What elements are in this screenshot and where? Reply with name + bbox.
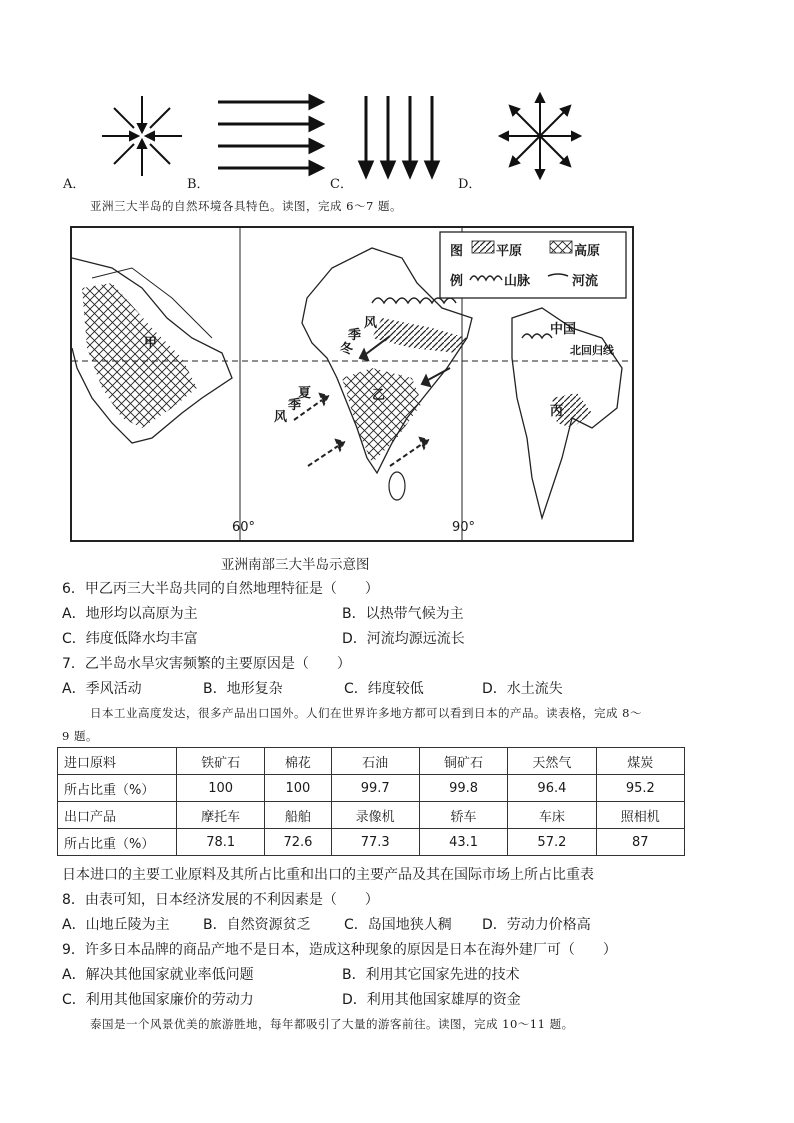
table-cell: 煤炭 xyxy=(596,748,684,775)
option-d-label: D． xyxy=(458,177,482,192)
option-a-label: A． xyxy=(63,177,86,192)
question-6-option-c[interactable]: C．纬度低降水均丰富 xyxy=(62,631,198,647)
legend-mountain-label: 山脉 xyxy=(504,274,531,289)
ratio-header-cell: 所占比重（%） xyxy=(58,775,177,802)
table-cell: 船舶 xyxy=(265,802,331,829)
table-cell: 96.4 xyxy=(508,775,596,802)
table-cell: 天然气 xyxy=(508,748,596,775)
peninsula-jia-label: 甲 xyxy=(144,336,158,351)
question-8-option-c[interactable]: C．岛国地狭人稠 xyxy=(344,917,452,933)
table-cell: 铜矿石 xyxy=(419,748,507,775)
table-row xyxy=(58,775,685,802)
summer-monsoon-xia: 夏 xyxy=(298,386,312,401)
peninsula-yi-label: 乙 xyxy=(372,388,386,403)
longitude-60-label: 60° xyxy=(232,520,256,535)
peninsula-bing-label: 丙 xyxy=(550,404,564,419)
table-cell: 57.2 xyxy=(508,829,596,856)
question-8-option-d[interactable]: D．劳动力价格高 xyxy=(482,917,591,933)
table-caption: 日本进口的主要工业原料及其所占比重和出口的主要产品及其在国际市场上所占比重表 xyxy=(62,867,594,883)
legend-plain-label: 平原 xyxy=(496,244,523,259)
question-8-stem: 8．由表可知，日本经济发展的不利因素是（ ） xyxy=(62,892,379,908)
question-8-option-a[interactable]: A．山地丘陵为主 xyxy=(62,917,170,933)
option-c-southward-arrows-icon xyxy=(360,96,438,176)
question-7-option-b[interactable]: B．地形复杂 xyxy=(203,681,283,697)
intro-questions-10-11: 泰国是一个风景优美的旅游胜地，每年都吸引了大量的游客前往。读图，完成 10～11 题。 xyxy=(90,1017,574,1031)
table-cell: 轿车 xyxy=(419,802,507,829)
question-9-option-d[interactable]: D．利用其他国家雄厚的资金 xyxy=(342,992,521,1008)
table-cell: 43.1 xyxy=(419,829,507,856)
legend-plateau-label: 高原 xyxy=(574,244,601,259)
tropic-of-cancer-label: 北回归线 xyxy=(570,344,614,357)
table-cell: 棉花 xyxy=(265,748,331,775)
table-row xyxy=(58,829,685,856)
table-cell: 99.7 xyxy=(331,775,419,802)
question-7-option-c[interactable]: C．纬度较低 xyxy=(344,681,424,697)
intro-questions-8-9-line1: 日本工业高度发达，很多产品出口国外。人们在世界许多地方都可以看到日本的产品。读表格，完成 8～ xyxy=(90,706,642,720)
question-7-option-d[interactable]: D．水土流失 xyxy=(482,681,563,697)
table-row xyxy=(58,748,685,775)
option-a-converging-arrows-icon xyxy=(102,96,182,176)
option-c-label: C． xyxy=(330,177,353,192)
import-header-cell: 进口原料 xyxy=(58,748,177,775)
map-caption: 亚洲南部三大半岛示意图 xyxy=(221,557,370,573)
table-cell: 摩托车 xyxy=(177,802,265,829)
export-header-cell: 出口产品 xyxy=(58,802,177,829)
table-cell: 78.1 xyxy=(177,829,265,856)
question-8-option-b[interactable]: B．自然资源贫乏 xyxy=(203,917,311,933)
table-cell: 87 xyxy=(596,829,684,856)
legend-plateau-swatch xyxy=(550,241,572,253)
summer-monsoon-feng: 风 xyxy=(274,410,288,425)
sri-lanka xyxy=(389,472,405,500)
legend-river-label: 河流 xyxy=(572,274,599,289)
table-cell: 100 xyxy=(177,775,265,802)
question-9-option-a[interactable]: A．解决其他国家就业率低问题 xyxy=(62,967,254,983)
intro-questions-8-9-line2: 9 题。 xyxy=(62,729,98,743)
intro-questions-6-7: 亚洲三大半岛的自然环境各具特色。读图，完成 6～7 题。 xyxy=(90,199,402,213)
question-9-option-b[interactable]: B．利用其它国家先进的技术 xyxy=(342,967,520,983)
question-6-option-d[interactable]: D．河流均源远流长 xyxy=(342,631,465,647)
south-asia-peninsulas-map xyxy=(70,226,634,542)
winter-monsoon-feng: 风 xyxy=(364,316,378,331)
table-cell: 99.8 xyxy=(419,775,507,802)
table-cell: 石油 xyxy=(331,748,419,775)
legend-title-tu: 图 xyxy=(450,244,464,259)
question-6-stem: 6．甲乙丙三大半岛共同的自然地理特征是（ ） xyxy=(62,581,379,597)
question-7-option-a[interactable]: A．季风活动 xyxy=(62,681,142,697)
china-label: 中国 xyxy=(550,322,577,337)
question-7-stem: 7．乙半岛水旱灾害频繁的主要原因是（ ） xyxy=(62,656,351,672)
table-cell: 铁矿石 xyxy=(177,748,265,775)
table-cell: 车床 xyxy=(508,802,596,829)
longitude-90-label: 90° xyxy=(452,520,476,535)
wind-direction-options-figure xyxy=(90,88,610,183)
ratio-header-cell: 所占比重（%） xyxy=(58,829,177,856)
option-b-eastward-arrows-icon xyxy=(218,96,322,174)
question-9-stem: 9．许多日本品牌的商品产地不是日本，造成这种现象的原因是日本在海外建厂可（ ） xyxy=(62,942,617,958)
legend-plain-swatch xyxy=(472,241,494,253)
question-6-option-a[interactable]: A．地形均以高原为主 xyxy=(62,606,198,622)
table-cell: 100 xyxy=(265,775,331,802)
winter-monsoon-ji: 季 xyxy=(348,328,362,343)
table-cell: 95.2 xyxy=(596,775,684,802)
deccan-plateau xyxy=(342,368,422,463)
map-drawing xyxy=(72,228,632,540)
table-cell: 照相机 xyxy=(596,802,684,829)
table-cell: 录像机 xyxy=(331,802,419,829)
table-row xyxy=(58,802,685,829)
option-b-label: B． xyxy=(187,177,210,192)
summer-monsoon-ji: 季 xyxy=(288,398,302,413)
table-cell: 77.3 xyxy=(331,829,419,856)
question-6-option-b[interactable]: B．以热带气候为主 xyxy=(342,606,464,622)
question-9-option-c[interactable]: C．利用其他国家廉价的劳动力 xyxy=(62,992,254,1008)
table-cell: 72.6 xyxy=(265,829,331,856)
legend-title-li: 例 xyxy=(450,274,464,289)
winter-monsoon-dong: 冬 xyxy=(340,342,354,357)
option-d-diverging-arrows-icon xyxy=(500,94,580,178)
japan-trade-table xyxy=(57,747,685,856)
